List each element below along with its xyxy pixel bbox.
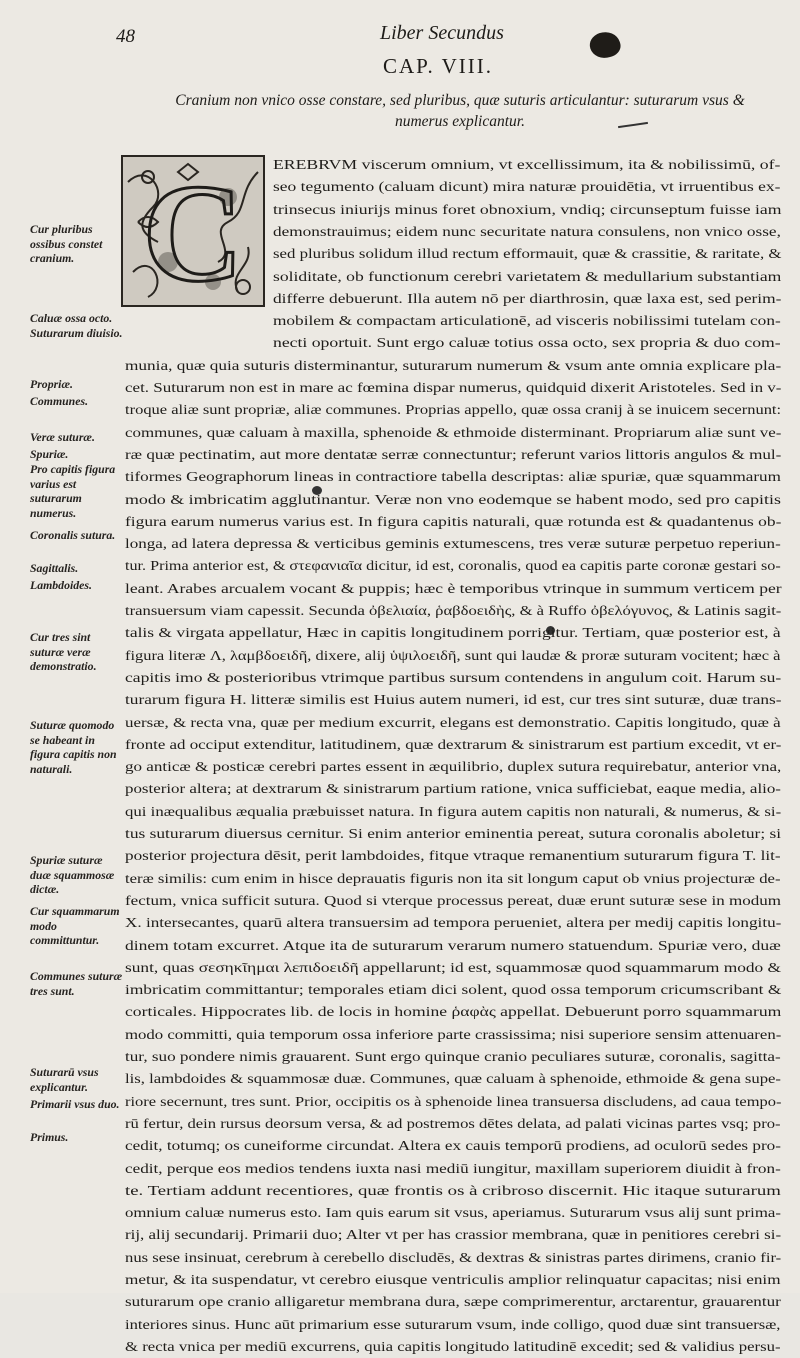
text-line: lis, lambdoides & squammosæ duæ. Communes, quæ caluam à sphenoide, ethmoide & gena supe-	[125, 1071, 781, 1087]
margin-note: Cur tres sint suturæ veræ demonstratio.	[30, 630, 97, 673]
page-number: 48	[116, 26, 135, 47]
text-line: communes, quæ caluam à maxilla, sphenoide & ethmoide disterminant. Propriarum aliæ sunt ve-	[125, 424, 782, 440]
text-line: modo & imbricatim agglutinantur. Veræ non vno eodemque se habent modo, sed pro capitis	[125, 491, 781, 507]
margin-note: Cur squammarum modo committuntur.	[30, 904, 120, 947]
text-line: cedit, perque eos medios tendens iuxta nasi mediū iungitur, maxillam superiorem diuidit à fron-	[125, 1160, 781, 1176]
initial-ornament-icon	[118, 152, 268, 310]
text-line: seo tegumento (caluam dicunt) mira naturæ prouidētia, vt irruentibus ex-	[273, 179, 781, 195]
margin-note: Sagittalis.	[30, 561, 79, 575]
text-line: uersæ, & recta vna, quæ per medium excurrit, elegans est demonstratio. Capitis longitudo, quæ à	[125, 714, 781, 730]
text-line: EREBRVM viscerum omnium, vt excellissimum, ita & nobilissimū, of-	[273, 157, 781, 172]
text-line: necti oportuit. Sunt ergo caluæ totius ossa octo, sex propria & duo com-	[273, 335, 781, 351]
text-line: figura earum numerus varius est. In figura capitis naturali, quæ rotunda est & quadantenus ob-	[125, 513, 782, 529]
margin-note: Pro capitis figura varius est suturarum numerus.	[30, 462, 116, 520]
text-line: interiores sinus. Hunc aūt primarium esse suturarum vsum, inde colligo, quod duæ sint transuersæ,	[125, 1316, 781, 1332]
margin-note: Primus.	[30, 1130, 69, 1144]
text-line: posterior projectura dēsit, perit lambdoides, fitque vtraque remanentium suturarum figura T. lit-	[125, 848, 781, 864]
text-line: metur, & ita suspendatur, vt cerebro eiusque ventriculis amplior relinquatur capacitas; nisi enim	[125, 1272, 781, 1287]
text-line: & recta vnica per mediū excurrens, quia capitis longitudo latitudinē excedit; sed & validius persu-	[125, 1338, 781, 1354]
margin-note: Coronalis sutura.	[30, 528, 116, 542]
text-line: go anticæ & posticæ cerebri partes essent in æquilibrio, duplex sutura requirebatur, anterior vna,	[125, 759, 782, 775]
margin-note: Communes suturæ tres sunt.	[30, 969, 123, 998]
text-line: differre debuerunt. Illa autem nō per diarthrosin, quæ laxa est, sed perim-	[273, 290, 782, 306]
margin-note: Suturæ quomodo se habeant in figura capitis non naturali.	[30, 718, 117, 776]
text-line: tur. Prima anterior est, & στεφανιαῖα dicitur, id est, coronalis, quod ea capitis parte coronæ gestari so-	[125, 558, 781, 574]
text-line: qui inæqualibus æqualia præbuisset natura. In figura autem capitis non naturali, & numerus, & si-	[125, 803, 782, 819]
text-line: sunt, quas σεσηκῖημαι λεπιδοειδῆ appellarunt; id est, squammosæ quod squammarum modo &	[125, 959, 782, 975]
text-line: leant. Arabes arcualem vocant & puppis; hæc è temporibus vtrinque in summum verticem per	[125, 580, 782, 596]
text-line: corticales. Hippocrates lib. de locis in homine ῥαφὰς appellat. Debuerunt porro squammarum	[125, 1004, 782, 1020]
text-line: troque aliæ sunt propriæ, aliæ communes. Proprias appello, quæ ossa cranij à se inuicem secernunt:	[125, 402, 782, 418]
margin-note: Caluæ ossa octo.	[30, 311, 113, 325]
text-line: te. Tertiam addunt recentiores, quæ frontis os à cribroso discernit. Hic itaque suturarum	[125, 1182, 781, 1198]
text-line: trinsecus iniurijs minus foret obnoxium, vndiq; circunseptum fuisse iam	[273, 201, 782, 217]
decorated-initial	[118, 152, 268, 310]
text-line: posterior altera; at dextrarum & sinistrarum partium ratione, vnica sufficiebat, eaque media, alio-	[125, 781, 781, 797]
text-line: riore secernunt, tres sunt. Prior, occipitis os à sphenoide linea transuersa discludens, ad caua tempo-	[125, 1093, 782, 1109]
margin-note: Cur pluribus ossibus constet cranium.	[30, 222, 103, 265]
text-line: nus sese insinuat, cerebrum à cerebello discludēs, & dextras & sinistras partes dirimens, cranio fir-	[125, 1249, 782, 1265]
text-line: modo committi, quia temporum ossa inferiore parte crassissima; nisi superiore sensim attenuaren-	[125, 1026, 782, 1042]
text-line: fectum, vnica sufficit sutura. Quod si vterque processus pereat, duæ erunt suturæ sese in modum	[125, 892, 781, 908]
text-line: cedit, totumq; os cuneiforme circundat. Altera ex cauis temporū prodiens, ad oculorū sedes pro-	[125, 1138, 781, 1154]
margin-note: Spuriæ suturæ duæ squammosæ dictæ.	[30, 853, 115, 896]
text-line: fronte ad occiput extenditur, latitudinem, quæ dextrarum & sinistrarum est partium excedit, vt er-	[125, 736, 782, 752]
text-line: ræ quæ pectinatim, aut more dentatæ serræ connectuntur; referunt varios littoris angulos & mul-	[125, 446, 782, 462]
margin-note: Communes.	[30, 394, 89, 408]
text-line: cet. Suturarum non est in mare ac fœmina dispar numerus, quidquid dixerit Aristoteles. Sed in v-	[125, 380, 782, 395]
text-line: rū fertur, dein rursus deorsum versa, & ad postremos dētes delata, ad palati vicinas partes vsq; pro-	[125, 1115, 781, 1131]
text-line: transuersum viam capessit. Secunda ὀβελιαία, ῥαβδοειδὴς, & à Ruffo ὀβελόγυνος, & Latinis sagit-	[125, 603, 782, 618]
text-line: X. intersecantes, quarū altera transuersim ad tempora perueniet, altera per medij capitis longitu-	[125, 915, 782, 931]
ink-blot	[587, 28, 624, 62]
chapter-subtitle: Cranium non vnico osse constare, sed pluribus, quæ suturis articulantur: suturarum vsus & numerus explicantur.	[175, 92, 745, 130]
margin-note: Suturarum diuisio.	[30, 326, 123, 340]
text-line: rij, alij secundarij. Primarii duo; Alter vt per has crassior membrana, quæ in penitiores cerebri si-	[125, 1227, 782, 1243]
initial-letter: C	[142, 156, 244, 310]
chapter-heading: CAP. VIII.	[383, 54, 494, 78]
text-line: figura literæ Λ, λαμβδοειδῆ, dixere, alij ὑψιλοειδῆ, sunt qui laudæ & proræ suturam vocitent; hæc à	[125, 647, 781, 663]
text-line: sed pluribus solidum illud rectum efformauit, quæ & crassitie, & raritate, &	[273, 246, 782, 262]
margin-note: Lambdoides.	[30, 578, 92, 592]
running-head: Liber Secundus	[380, 22, 504, 44]
text-line: capitis imo & posterioribus vtrimque partibus sursum contendens in angulum coit. Harum su-	[125, 669, 782, 685]
text-line: longa, ad latera depressa & verticibus geminis extumescens, tres veræ suturæ perpetuo reperiun-	[125, 536, 781, 552]
text-line: turarum figura H. litteræ similis est Huius autem numeri, id est, cur tres sint suturæ, duæ trans-	[125, 692, 782, 708]
text-line: mobilem & compactam articulationē, ad visceris nobilissimi tutelam con-	[273, 313, 781, 329]
text-line: talis & virgata appellatur, Hæc in capitis longitudinem porrigitur. Tertiam, quæ posterior est, à	[125, 625, 781, 641]
text-line: soliditate, ob functionum cerebri varietatem & medullarium substantiam	[273, 268, 782, 284]
margin-note: Suturarū vsus explicantur.	[30, 1065, 99, 1094]
text-line: munia, quæ quia suturis disterminantur, suturarum numerum & vsum ante omnia explicare pla-	[125, 357, 782, 373]
text-line: tiformes Geographorum lineas in contractiore tabella descriptas: aliæ spuriæ, quæ squammarum	[125, 469, 781, 485]
text-line: tus suturarum diuersus cernitur. Si enim anterior eminentia pereat, sutura coronalis aboletur; si	[125, 826, 782, 841]
margin-note: Primarii vsus duo.	[30, 1097, 120, 1111]
text-line: teræ similis: cum enim in hisce deprauatis figuris non ita sit longum caput ob vnius projecturæ de-	[125, 870, 781, 886]
text-line: imbricatim committantur; temporales etiam dici solent, quod ossa temporum cricumscribant &	[125, 982, 782, 998]
text-line: omnium caluæ numerus esto. Iam quis earum sit vsus, aperiamus. Suturarum vsus alij sunt prima-	[125, 1205, 781, 1221]
text-line: tur, suo pondere nimis grauarent. Sunt ergo quinque cranio peculiares suturæ, coronalis, sagitta-	[125, 1049, 781, 1064]
text-line: suturarum ope cranio alligaretur membrana dura, sæpe comprimerentur, arctarentur, grauarentur	[125, 1294, 781, 1310]
margin-note: Spuriæ.	[30, 447, 69, 461]
margin-note: Propriæ.	[30, 377, 73, 391]
text-line: demonstrauimus; eidem nunc securitate natura consulens, non vnico osse,	[273, 223, 781, 239]
margin-note: Veræ suturæ.	[30, 430, 95, 444]
text-line: dinem totam excurret. Atque ita de suturarum verarum numero statuendum. Spuriæ vero, duæ	[125, 937, 781, 953]
